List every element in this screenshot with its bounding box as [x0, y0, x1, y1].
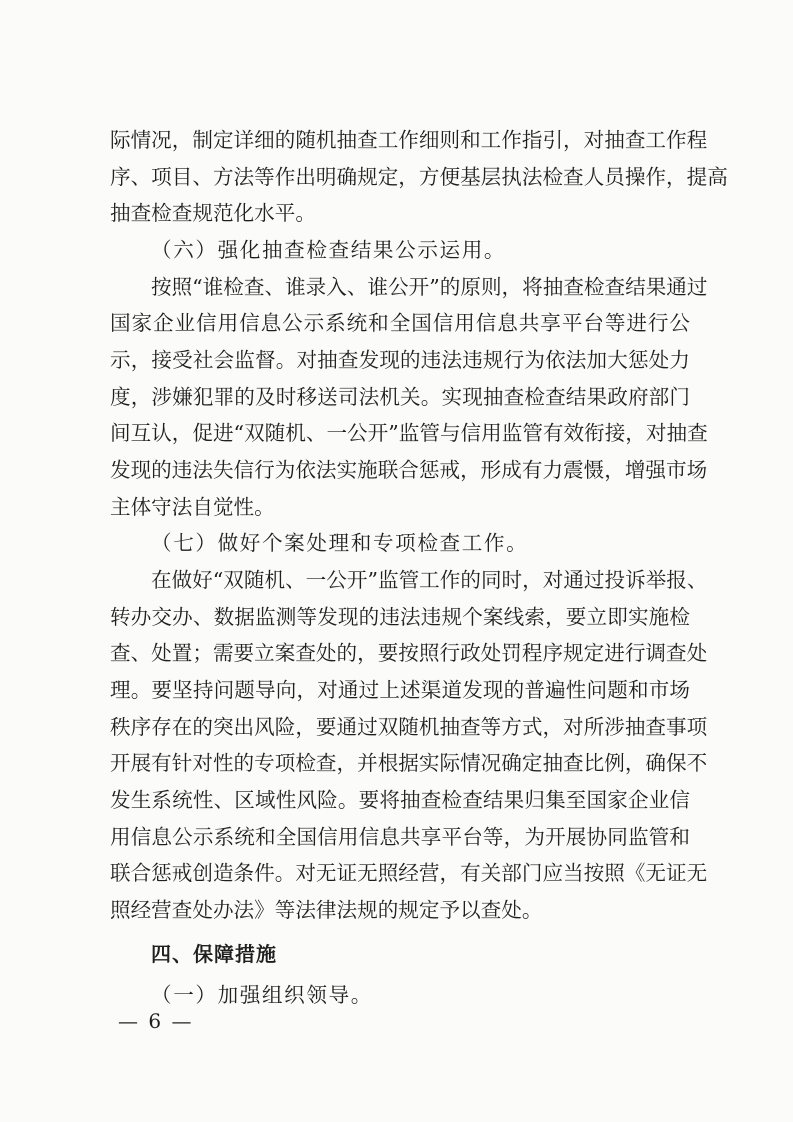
- text-line: 示，接受社会监督。对抽查发现的违法违规行为依法加大惩处力: [110, 348, 690, 372]
- text-line: 理。要坚持问题导向，对通过上述渠道发现的普遍性问题和市场: [110, 678, 690, 702]
- text-line: 在做好“双随机、一公开”监管工作的同时，对通过投诉举报、: [151, 568, 708, 592]
- text-line: 开展有针对性的专项检查，并根据实际情况确定抽查比例，确保不: [110, 751, 708, 775]
- text-line: 用信息公示系统和全国信用信息共享平台等，为开展协同监管和: [110, 825, 690, 849]
- text-line: 国家企业信用信息公示系统和全国信用信息共享平台等进行公: [110, 311, 690, 335]
- text-line: 抽查检查规范化水平。: [110, 201, 316, 225]
- section-subheading: （七）做好个案处理和专项检查工作。: [151, 531, 529, 555]
- text-line: 发生系统性、区域性风险。要将抽查检查结果归集至国家企业信: [110, 788, 690, 812]
- section-heading: 四、保障措施: [151, 942, 277, 966]
- text-line: 度，涉嫌犯罪的及时移送司法机关。实现抽查检查结果政府部门: [110, 385, 690, 409]
- text-line: 秩序存在的突出风险，要通过双随机抽查等方式，对所涉抽查事项: [110, 715, 708, 739]
- section-subheading: （六）强化抽查检查结果公示运用。: [151, 238, 507, 262]
- text-line: 联合惩戒创造条件。对无证无照经营，有关部门应当按照《无证无: [110, 861, 708, 885]
- text-line: 主体守法自觉性。: [110, 495, 275, 519]
- text-line: 按照“谁检查、谁录入、谁公开”的原则，将抽查检查结果通过: [151, 275, 708, 299]
- page-number: — 6 —: [118, 1009, 194, 1033]
- text-line: 发现的违法失信行为依法实施联合惩戒，形成有力震慑，增强市场: [110, 458, 708, 482]
- text-line: 间互认，促进“双随机、一公开”监管与信用监管有效衔接，对抽查: [110, 421, 708, 445]
- section-subheading: （一）加强组织领导。: [151, 983, 373, 1007]
- text-line: 际情况，制定详细的随机抽查工作细则和工作指引，对抽查工作程: [110, 128, 708, 152]
- text-line: 序、项目、方法等作出明确规定，方便基层执法检查人员操作，提高: [110, 165, 728, 189]
- text-line: 查、处置；需要立案查处的，要按照行政处罚程序规定进行调查处: [110, 641, 708, 665]
- text-line: 转办交办、数据监测等发现的违法违规个案线索，要立即实施检: [110, 605, 690, 629]
- text-line: 照经营查处办法》等法律法规的规定予以查处。: [110, 898, 543, 922]
